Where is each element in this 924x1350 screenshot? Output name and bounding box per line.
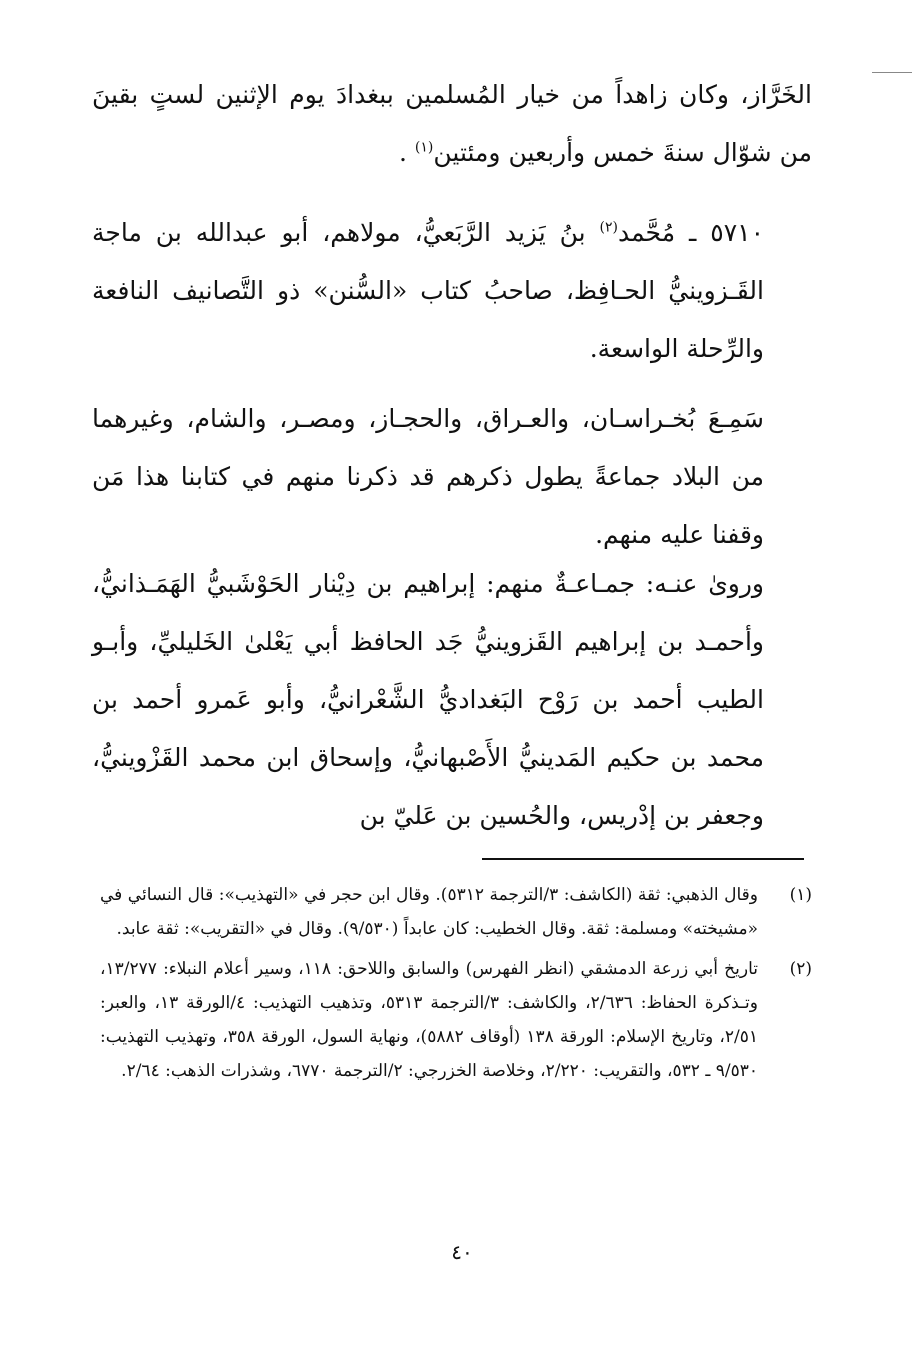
footnote-text: تاريخ أبي زرعة الدمشقي (انظر الفهرس) والسابق واللاحق: ١١٨، وسير أعلام النبلاء: ١٣/٢٧٧، وتـذكرة الحفاظ: ٢/٦٣٦، والكاشف: ٣/الترجمة ٥٣١٣، وتذهيب التهذيب: ٤/الورقة ١٣، والعبر: ٢/٥١، وتاريخ الإسلام: الورقة ١٣٨ (أوقاف ٥٨٨٢)، ونهاية السول، الورقة ٣٥٨، وتهذيب التهذيب: ٩/٥٣٠ ـ ٥٣٢، والتقريب: ٢/٢٢٠، وخلاصة الخزرجي: ٢/الترجمة ٦٧٧٠، وشذرات الذهب: ٢/٦٤.: [100, 959, 758, 1081]
footnote-text: وقال الذهبي: ثقة (الكاشف: ٣/الترجمة ٥٣١٢). وقال ابن حجر في «التهذيب»: قال النسائي في «مشيخته» ومسلمة: ثقة. وقال الخطيب: كان عابداً (٩/٥٣٠). وقال في «التقريب»: ثقة عابد.: [100, 885, 759, 939]
entry-text: بنُ يَزيد الرَّبَعيُّ، مولاهم، أبو عبدالله بن ماجة القَـزوينيُّ الحـافِظ، صاحبُ كتاب «السُّنن» ذو التَّصانيف النافعة والرِّحلة الواسعة.: [92, 218, 764, 363]
biography-entry-header: [92, 204, 812, 378]
footnote-number: (٢): [789, 959, 812, 979]
footnote-separator: [482, 858, 804, 860]
entry-number-name: ٥٧١٠ ـ مُحَّمد: [617, 218, 764, 247]
paragraph-continuation: [92, 66, 812, 182]
margin-mark: [872, 72, 912, 73]
paragraph-heard-from: [92, 390, 812, 564]
footnote-ref-1[interactable]: (١): [414, 139, 434, 156]
page-number: ٤٠: [451, 1240, 473, 1264]
footnote-ref-2[interactable]: (٢): [599, 219, 618, 236]
paragraph-text: وروىٰ عنـه: جمـاعـةٌ منهم: إبراهيم بن دِيْنار الحَوْشَبيُّ الهَمَـذانيُّ، وأحمـد بن إبراهيم القَزوينيُّ جَد الحافظ أبي يَعْلىٰ الخَليليِّ، وأبـو الطيب أحمد بن رَوْح البَغداديُّ الشَّعْرانيُّ، وأبو عَمرو أحمد بن محمد بن حكيم المَدينيُّ الأَصْبهانيُّ، وإسحاق ابن محمد القَزْوينيُّ، وجعفر بن إدْريس، والحُسين بن عَليّ بن: [92, 569, 764, 830]
footnote-item: [100, 878, 812, 946]
paragraph-end: .: [399, 138, 415, 167]
paragraph-text: سَمِـعَ بُخـراسـان، والعـراق، والحجـاز، ومصـر، والشام، وغيرهما من البلاد جماعةً يطول ذكرهم قد ذكرنا منهم في كتابنا هذا مَن وقفنا عليه منهم.: [92, 404, 764, 549]
footnote-item: [100, 952, 812, 1088]
paragraph-text: الخَرَّاز، وكان زاهداً من خيار المُسلمين ببغدادَ يوم الإثنين لستٍ بقينَ من شوّال سنةَ خمس وأربعين ومئتين: [92, 80, 812, 167]
footnotes: [100, 878, 812, 1094]
paragraph-narrated-from: [92, 555, 812, 845]
footnote-number: (١): [789, 885, 812, 905]
